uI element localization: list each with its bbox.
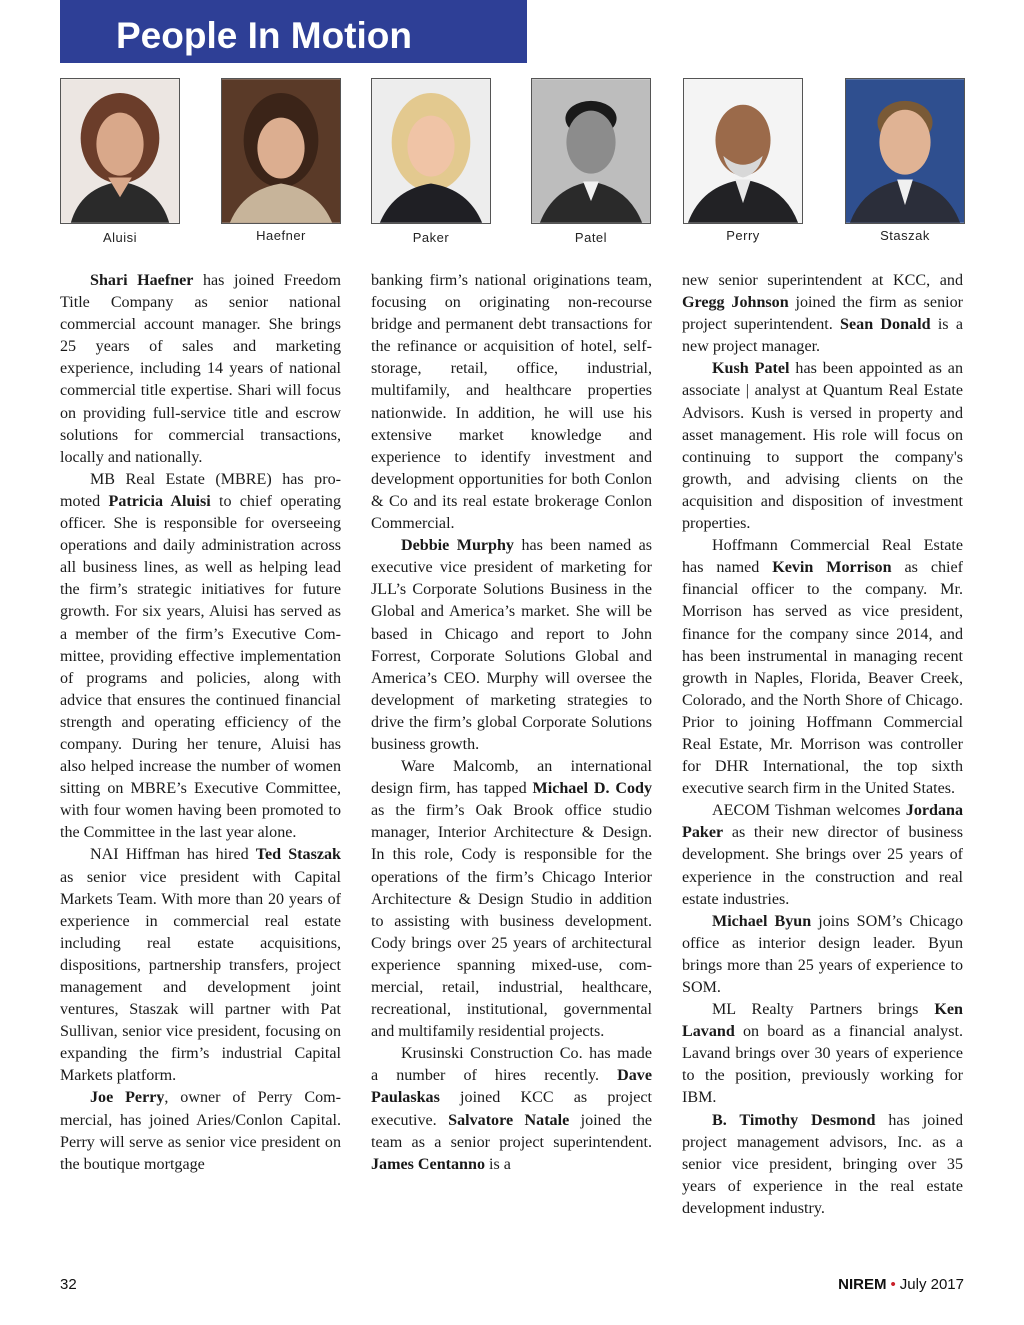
paragraph-text: MB Real Estate (MBRE) has promoted [60,470,341,510]
paragraph-text: ML Realty Partners brings [712,1001,935,1019]
footer-bullet: • [890,1276,896,1293]
article-paragraph [682,911,963,999]
paragraph-text: joins SOM’s Chicago office as interior design leader. Byun brings more than 25 years of experience to SOM. [682,912,963,996]
article-paragraph [682,800,963,910]
person-name: B. Timothy Desmond [712,1111,876,1129]
portrait-image [372,79,490,223]
paragraph-text: as chief financial officer to the company. Mr. Morrison has served as vice president, finance for the company since 2014, and has been instrumental in managing recent growth in Naples, Florida, Beaver Creek, Colorado, and the North Shore of Chicago. Prior to joining Hoffmann Commercial Real Estate, Mr. Morrison was controller for DHR International, the top sixth executive search firm in the United States. [682,559,963,798]
person-name: Salvatore Natale [448,1111,570,1129]
headshot-patel [531,78,651,224]
person-name: Sean Donald [840,316,931,334]
person-name: James Centanno [371,1155,486,1173]
paragraph-text: NAI Hiffman has hired [90,846,256,864]
person-name: Kush Patel [712,360,790,378]
paragraph-text: as their new director of business development. She brings over 25 years of experience in the construction and real estate industries. [682,824,963,908]
paragraph-text: joined KCC as project executive. [371,1089,652,1129]
person-name: Michael D. Cody [532,780,652,798]
person-name: Michael Byun [712,912,812,930]
caption-haefner: Haefner [256,228,306,243]
article-column-1 [60,270,341,1176]
portrait-image [61,79,179,223]
headshot-perry [683,78,803,224]
issue-date: July 2017 [899,1276,964,1293]
article-paragraph [371,535,652,756]
person-name: Gregg Johnson [682,294,789,312]
paragraph-text: has joined project management advisors, Inc. as a senior vice president, bringing over 35 years of experience in the real estate development industry. [682,1111,963,1217]
paragraph-text: has joined Freedom Title Company as senior national commercial account manager. She brings 25 years of sales and marketing experience, including 14 years of national commercial title expertise. Shari will focus on providing full-service title and escrow solutions for commercial transactions, locally and nationally. [60,272,342,466]
headshot-haefner [221,78,341,224]
paragraph-text: is a [485,1155,511,1173]
paragraph-text: joined the firm as senior project superintendent. [682,294,964,334]
paragraph-text: joined the team as a senior project superintendent. [371,1111,653,1151]
paragraph-text: is a new project manager. [682,316,963,356]
section-banner [60,0,527,63]
caption-paker: Paker [412,230,450,245]
person-name: Debbie Murphy [401,537,514,555]
article-column-3 [682,270,963,1220]
article-paragraph [60,1087,341,1175]
caption-patel: Patel [574,230,608,245]
paragraph-text: as senior vice president with Capital Markets Team. With more than 20 years of experience in commercial real estate including real estate acquisitions, dispositions, partnership transfers, project management and development joint ventures, Staszak will partner with Pat Sullivan, senior vice president, focusing on expanding the firm’s industrial Capital Markets platform. [60,868,341,1085]
headshot-paker [371,78,491,224]
article-paragraph [60,270,341,469]
paragraph-text: Krusinski Construction Co. has made a number of hires recently. [371,1045,652,1085]
person-name: Ken Lavand [682,1001,963,1041]
caption-perry: Perry [726,228,760,243]
paragraph-text: Hoffmann Commercial Real Estate has named [682,537,963,577]
article-paragraph [60,844,341,1087]
paragraph-text: has been named as executive vice president of marketing for JLL’s Corporate Solutions Business in the Global and America’s market. She will be based in Chicago and report to John Forrest, Corporate Solutions Global and America’s CEO. Murphy will oversee the development of marketing strategies to drive the firm’s global Corporate Solutions business growth. [371,537,652,753]
paragraph-text: has been appointed as an associate | analyst at Quantum Real Estate Advisors. Kush is versed in property and asset management. His role will focus on continuing to support the company's growth, and advising clients on the acquisition and disposition of investment properties. [682,360,963,533]
article-paragraph [682,535,963,800]
portrait-image [846,79,964,223]
paragraph-text: as the firm’s Oak Brook office studio manager, Interior Architecture & Design. In this role, Cody is responsible for the operations of the firm’s Chicago Interior Architecture & Design Studio in addition to assisting with business development. Cody brings over 25 years of architectural experience spanning mixed-use, commercial, retail, industrial, healthcare, recreational, institutional, governmental and multifamily residential projects. [371,802,652,1041]
article-paragraph [682,358,963,535]
person-name: Patricia Aluisi [108,492,211,510]
paragraph-text: to chief operating officer. She is responsible for overseeing operations and daily administration across all business lines, as well as helping lead the firm’s strategic initiatives for future growth. For six years, Aluisi has served as a member of the firm’s Executive Committee, providing effective implementation of programs and policies, along with advice that ensures the continued financial strength and operating efficiency of the company. During her tenure, Aluisi has also helped increase the number of women sitting on MBRE’s Executive Committee, with four women having been promoted to the Committee in the last year alone. [60,492,342,842]
headshot-aluisi [60,78,180,224]
paragraph-text: on board as a financial analyst. Lavand brings over 30 years of experience to the position, previously working for IBM. [682,1023,963,1107]
article-paragraph [371,756,652,1043]
paragraph-text: Ware Malcomb, an international design firm, has tapped [371,758,652,798]
paragraph-text: AECOM Tishman welcomes [712,802,906,820]
person-name: Joe Perry [90,1089,165,1107]
headshot-strip [0,78,1024,253]
portrait-image [684,79,802,223]
article-paragraph [60,469,341,845]
caption-aluisi: Aluisi [102,230,138,245]
caption-staszak: Staszak [880,228,930,243]
article-paragraph [371,270,652,535]
paragraph-text: , owner of Perry Commercial, has joined Aries/Conlon Capital. Perry will serve as senior vice president on the boutique mortgage [60,1089,341,1173]
portrait-image [532,79,650,223]
article-column-2 [371,270,652,1176]
headshot-staszak [845,78,965,224]
article-paragraph [682,270,963,358]
page-number: 32 [60,1276,77,1293]
portrait-image [222,79,340,223]
article-paragraph [371,1043,652,1176]
publication-footer [838,1276,964,1293]
person-name: Dave Paulaskas [371,1067,652,1107]
person-name: Ted Staszak [255,846,341,864]
person-name: Jordana Paker [682,802,963,842]
section-title: People In Motion [116,15,412,56]
paragraph-text: banking firm’s national originations team, focusing on originating non-recourse bridge and permanent debt transactions for the refinance or acquisition of hotel, self-storage, retail, office, industrial, multifamily, and healthcare properties nationwide. In addition, he will use his extensive market knowledge and experience to identify investment and development opportunities for both Conlon & Co and its real estate brokerage Conlon Commercial. [371,272,652,533]
article-paragraph [682,1110,963,1220]
paragraph-text: new senior superintendent at KCC, and [682,272,963,289]
article-paragraph [682,999,963,1109]
person-name: Kevin Morrison [772,559,892,577]
publication-name: NIREM [838,1276,887,1293]
person-name: Shari Haefner [90,272,194,289]
